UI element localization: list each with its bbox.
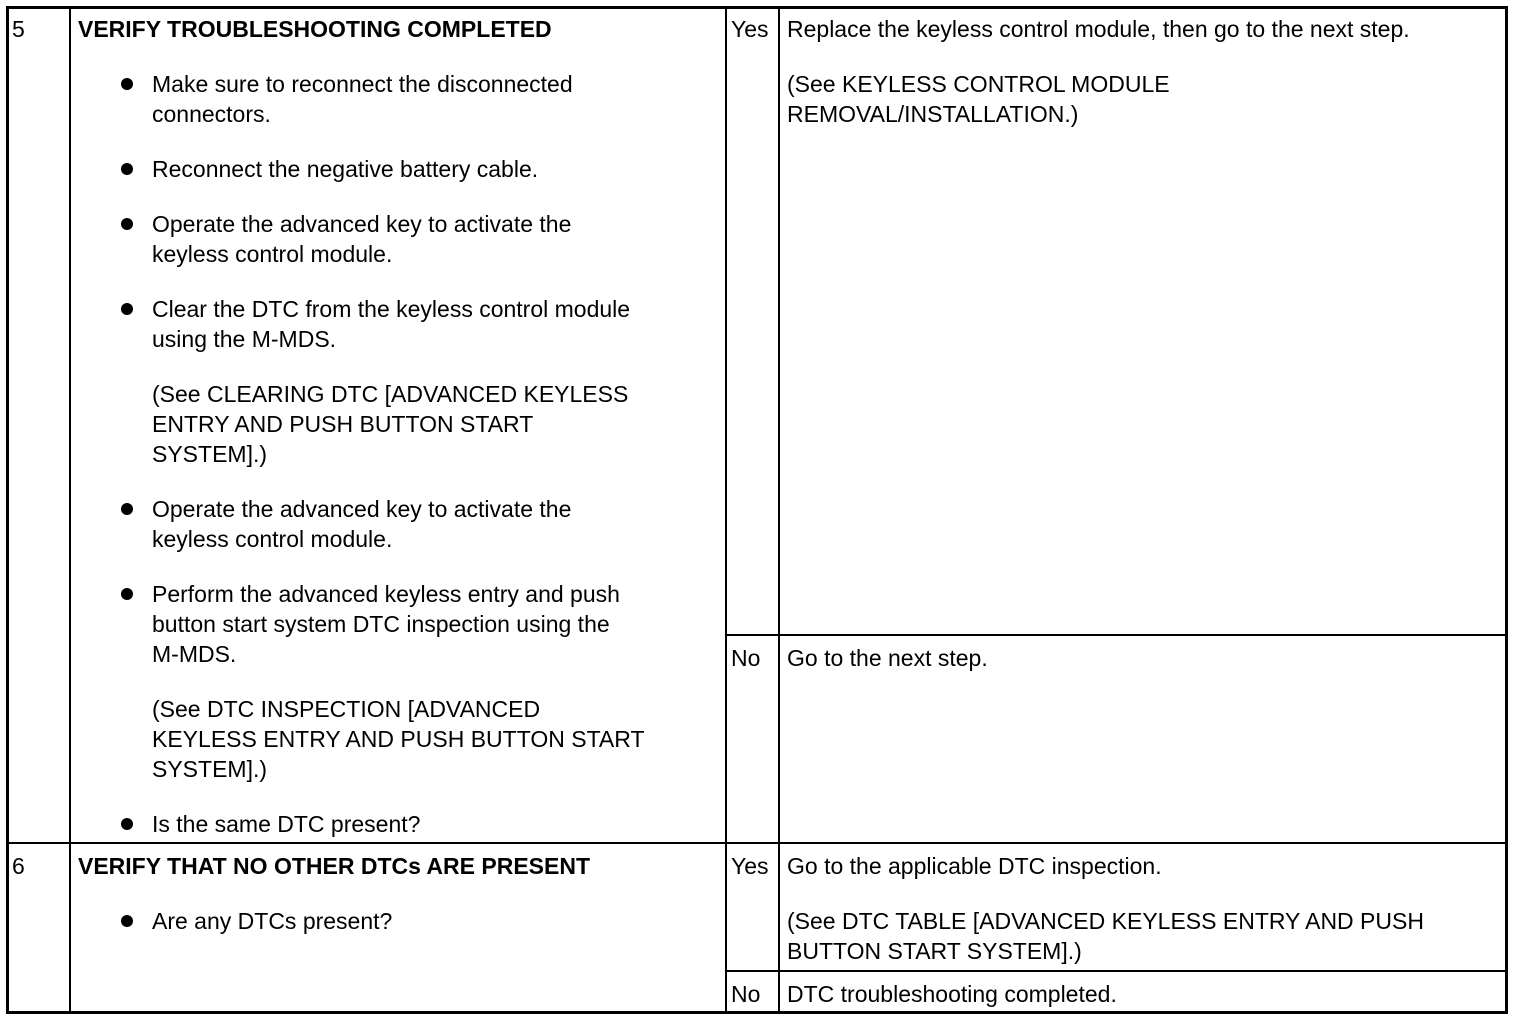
answer-no-label: No (731, 981, 761, 1007)
list-item-text: Are any DTCs present? (152, 908, 393, 934)
bullet-icon (121, 163, 133, 175)
step-number: 6 (12, 853, 25, 879)
list-item-text: Clear the DTC from the keyless control module (152, 296, 631, 322)
list-item-text: keyless control module. (152, 526, 393, 552)
yes-action-text: Go to the applicable DTC inspection. (787, 853, 1162, 879)
bullet-icon (121, 818, 133, 830)
list-item-text: Reconnect the negative battery cable. (152, 156, 539, 182)
column-divider-action (725, 6, 727, 1014)
reference-note-text: (See DTC INSPECTION [ADVANCED (152, 696, 541, 722)
reference-note-text: (See CLEARING DTC [ADVANCED KEYLESS (152, 381, 629, 407)
row-divider-step6-yes-no (725, 970, 1505, 972)
list-item-text: button start system DTC inspection using the (152, 611, 610, 637)
reference-note-text: ENTRY AND PUSH BUTTON START (152, 411, 534, 437)
list-item-text: Make sure to reconnect the disconnected (152, 71, 573, 97)
yes-reference-note: (See KEYLESS CONTROL MODULE (787, 71, 1170, 97)
answer-yes-label: Yes (731, 16, 769, 42)
row-divider-step5-yes-no (725, 634, 1505, 636)
yes-reference-note: REMOVAL/INSTALLATION.) (787, 101, 1079, 127)
no-action-text: Go to the next step. (787, 645, 988, 671)
list-item-text: Perform the advanced keyless entry and push (152, 581, 620, 607)
step-title: VERIFY THAT NO OTHER DTCs ARE PRESENT (78, 853, 591, 879)
column-divider-answer (778, 6, 780, 1014)
column-divider-step (69, 6, 71, 1014)
list-item-text: M-MDS. (152, 641, 237, 667)
reference-note-text: SYSTEM].) (152, 441, 268, 467)
yes-reference-note: BUTTON START SYSTEM].) (787, 938, 1082, 964)
list-item-text: Operate the advanced key to activate the (152, 211, 572, 237)
yes-action-text: Replace the keyless control module, then go to the next step. (787, 16, 1410, 42)
reference-note-text: SYSTEM].) (152, 756, 268, 782)
reference-note-text: KEYLESS ENTRY AND PUSH BUTTON START (152, 726, 645, 752)
no-action-text: DTC troubleshooting completed. (787, 981, 1117, 1007)
bullet-icon (121, 78, 133, 90)
bullet-icon (121, 588, 133, 600)
list-item-text: Is the same DTC present? (152, 811, 421, 837)
bullet-icon (121, 915, 133, 927)
yes-reference-note: (See DTC TABLE [ADVANCED KEYLESS ENTRY AND PUSH (787, 908, 1424, 934)
bullet-icon (121, 303, 133, 315)
list-item-text: Operate the advanced key to activate the (152, 496, 572, 522)
list-item-text: connectors. (152, 101, 271, 127)
answer-no-label: No (731, 645, 761, 671)
bullet-icon (121, 503, 133, 515)
answer-yes-label: Yes (731, 853, 769, 879)
row-divider-step5-step6 (6, 842, 1506, 844)
list-item-text: keyless control module. (152, 241, 393, 267)
step-title: VERIFY TROUBLESHOOTING COMPLETED (78, 16, 552, 42)
bullet-icon (121, 218, 133, 230)
list-item-text: using the M-MDS. (152, 326, 337, 352)
step-number: 5 (12, 16, 25, 42)
